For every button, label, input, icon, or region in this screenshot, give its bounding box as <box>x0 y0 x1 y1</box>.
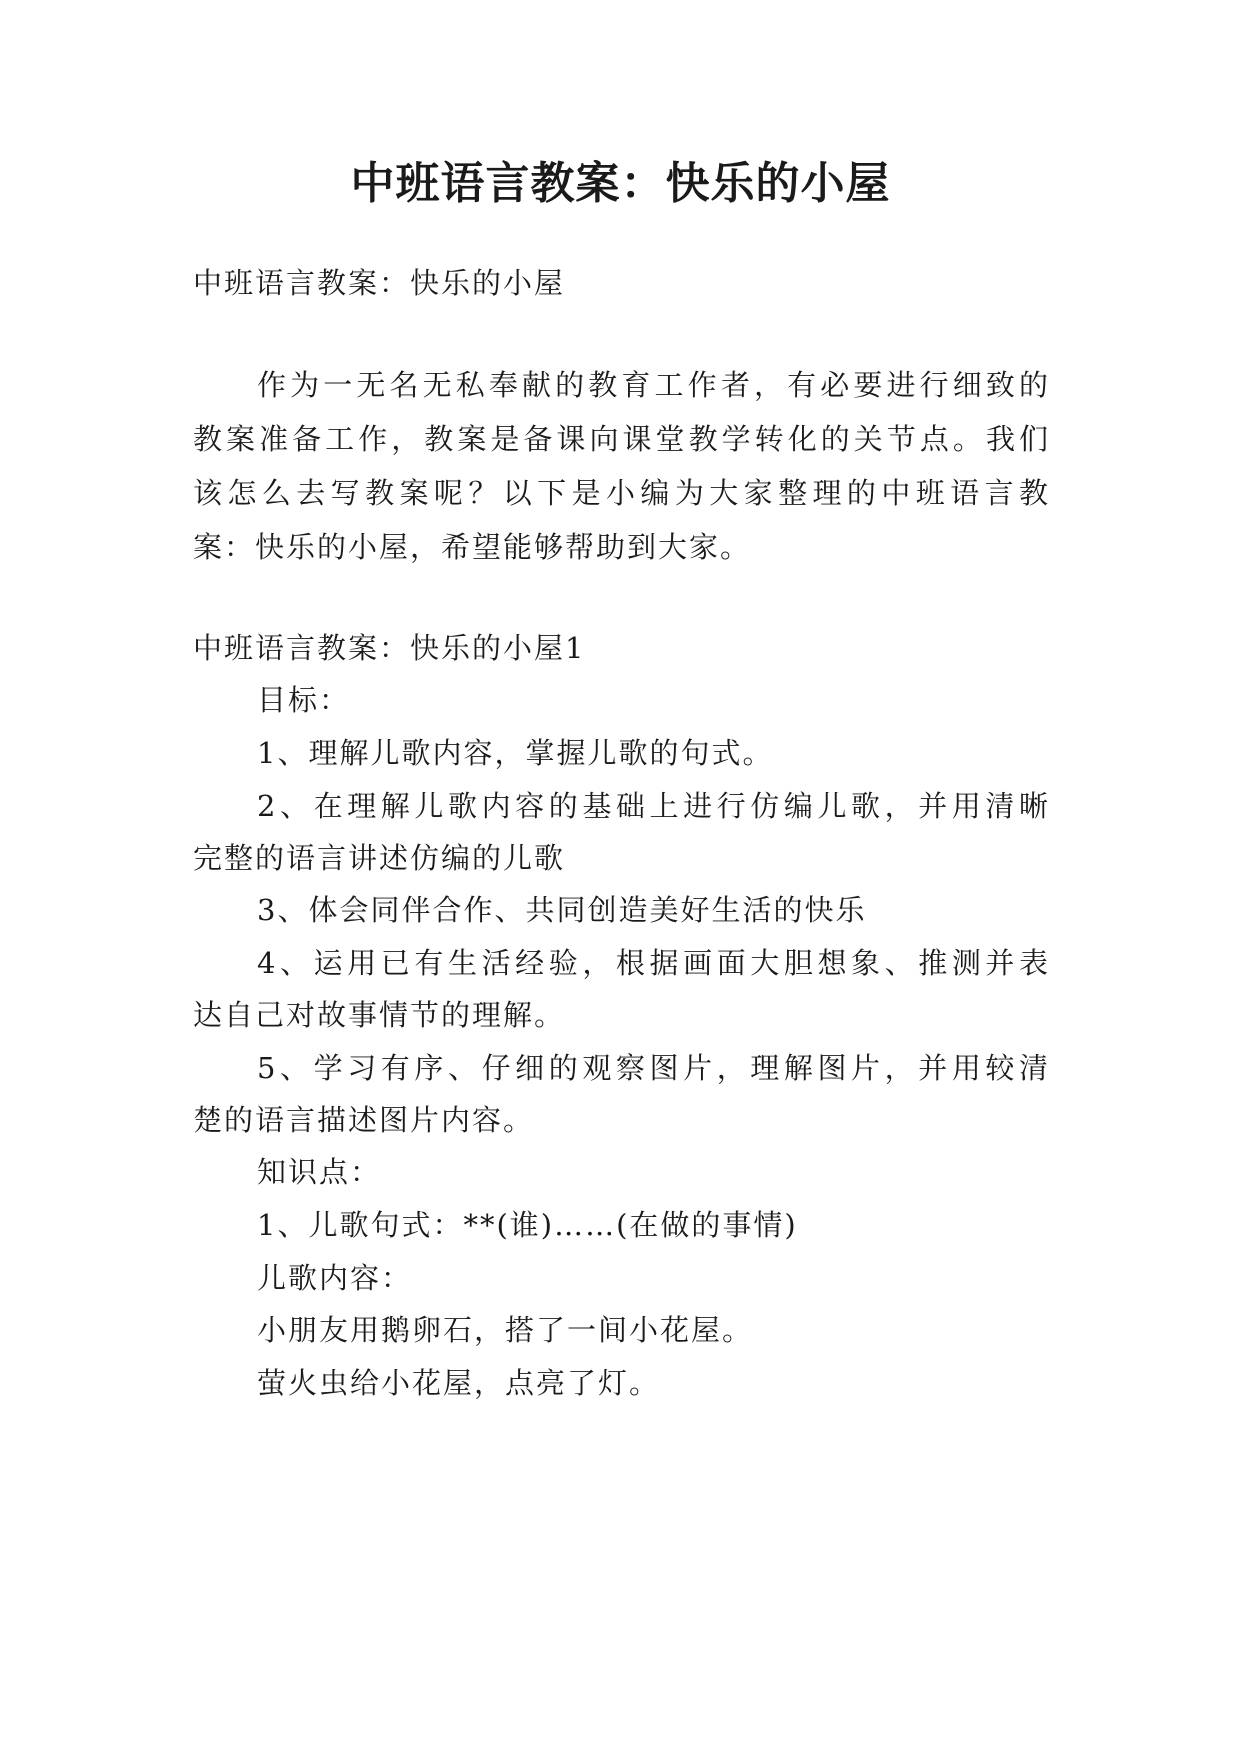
goal-item: 5、学习有序、仔细的观察图片，理解图片，并用较清 <box>257 1051 1050 1085</box>
intro-paragraph-line: 教案准备工作，教案是备课向课堂教学转化的关节点。我们 <box>193 422 1050 456</box>
goal-item: 1、理解儿歌内容，掌握儿歌的句式。 <box>257 736 774 770</box>
goal-item-continuation: 楚的语言描述图片内容。 <box>193 1103 535 1137</box>
goal-item-continuation: 完整的语言讲述仿编的儿歌 <box>193 841 566 875</box>
song-line: 萤火虫给小花屋，点亮了灯。 <box>257 1366 661 1400</box>
intro-paragraph-line: 该怎么去写教案呢？以下是小编为大家整理的中班语言教 <box>193 476 1050 510</box>
intro-paragraph-line: 案：快乐的小屋，希望能够帮助到大家。 <box>193 530 752 564</box>
song-line: 小朋友用鹅卵石，搭了一间小花屋。 <box>257 1313 754 1347</box>
goal-item: 2、在理解儿歌内容的基础上进行仿编儿歌，并用清晰 <box>257 789 1050 823</box>
goal-item-continuation: 达自己对故事情节的理解。 <box>193 998 566 1032</box>
song-label: 儿歌内容： <box>257 1261 413 1295</box>
intro-paragraph-line: 作为一无名无私奉献的教育工作者，有必要进行细致的 <box>257 368 1050 402</box>
section-heading: 中班语言教案：快乐的小屋1 <box>193 631 586 665</box>
goal-item: 3、体会同伴合作、共同创造美好生活的快乐 <box>257 893 867 927</box>
knowledge-label: 知识点： <box>257 1155 382 1189</box>
goal-item: 4、运用已有生活经验，根据画面大胆想象、推测并表 <box>257 946 1050 980</box>
document-subtitle: 中班语言教案：快乐的小屋 <box>193 266 566 300</box>
document-title: 中班语言教案：快乐的小屋 <box>350 158 891 209</box>
goals-label: 目标： <box>257 683 351 717</box>
knowledge-item: 1、儿歌句式：**(谁)……(在做的事情) <box>257 1208 798 1242</box>
